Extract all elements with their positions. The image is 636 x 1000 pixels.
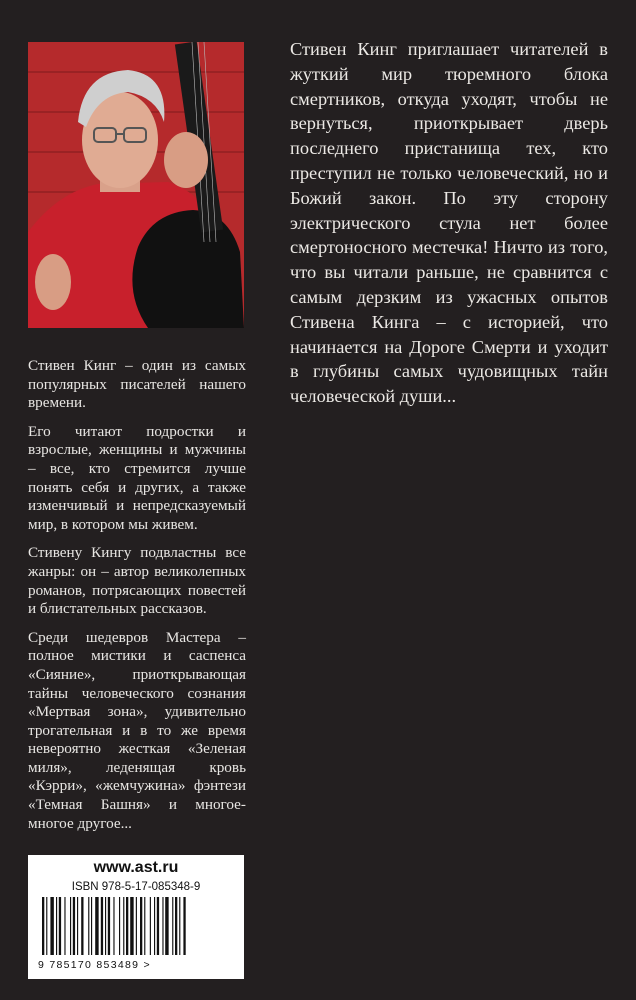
isbn-label: ISBN 978-5-17-085348-9: [71, 881, 201, 893]
barcode-bar: [162, 897, 163, 955]
barcode-bar: [59, 897, 61, 955]
barcode-bar: [91, 897, 92, 955]
barcode-bar: [73, 897, 75, 955]
barcode-bar: [183, 897, 185, 955]
author-bio: [28, 357, 246, 843]
barcode-bar: [77, 897, 78, 955]
barcode-bar: [175, 897, 177, 955]
bio-paragraph: Стивен Кинг – один из самых популярных писателей нашего времени.: [28, 357, 246, 412]
barcode-bar: [154, 897, 155, 955]
barcode-bar: [46, 897, 47, 955]
book-description: [290, 37, 608, 409]
barcode-bar: [144, 897, 145, 955]
bio-paragraph: Его читают подростки и взрослые, женщины и мужчины – все, кто стремится лучше понять себя и других, а также изменчивый и непредсказуемый мир, в котором мы живем.: [28, 422, 246, 533]
barcode-bars: [42, 897, 232, 957]
barcode-bar: [119, 897, 120, 955]
barcode-bar: [105, 897, 106, 955]
author-photo: [28, 42, 244, 328]
barcode-bar: [64, 897, 65, 955]
barcode-bar: [95, 897, 98, 955]
barcode-bar: [113, 897, 114, 955]
barcode-bar: [172, 897, 173, 955]
bio-paragraph: Стивену Кингу подвластны все жанры: он – автор великолепных романов, потрясающих повестей и блистательных рассказов.: [28, 544, 246, 618]
barcode-bar: [108, 897, 110, 955]
barcode-bar: [101, 897, 103, 955]
barcode-bar: [42, 897, 44, 955]
barcode-bar: [81, 897, 83, 955]
barcode-bar: [88, 897, 89, 955]
barcode-panel: [28, 855, 244, 979]
publisher-url[interactable]: www.ast.ru: [93, 859, 179, 876]
barcode-bar: [126, 897, 128, 955]
barcode-bar: [70, 897, 71, 955]
barcode-bar: [157, 897, 159, 955]
barcode-bar: [150, 897, 151, 955]
bio-paragraph: Среди шедевров Мастера – полное мистики и саспенса «Сияние», приоткрывающая тайны человеческого сознания «Мертвая зона», удивительно трогательная и в то же время невероятно жесткая «Зеленая миля», леденящая кровь «Кэрри», «жемчужина» фэнтези «Темная Башня» и многое-многое другое...: [28, 628, 246, 832]
barcode-bar: [140, 897, 142, 955]
barcode-bar: [179, 897, 180, 955]
barcode-bar: [56, 897, 57, 955]
barcode-bar: [50, 897, 53, 955]
barcode-bar: [165, 897, 168, 955]
barcode-digits: 9 785170 853489 >: [38, 959, 151, 971]
description-text: Стивен Кинг приглашает читателей в жуткий мир тюремного блока смертников, откуда уходят, чтобы не вернуться, приоткрывает дверь последнего пристанища тех, кто преступил не только человеческий, но и Божий закон. По эту сторону электрического стула нет более смертоносного местечка! Ничто из того, что вы читали раньше, не сравнится с самым дерзким из ужасных опытов Стивена Кинга – с историей, что начинается на Дороге Смерти и уходит в глубины самых чудовищных тайн человеческой души...: [290, 39, 608, 407]
barcode-bar: [123, 897, 124, 955]
barcode-bar: [130, 897, 133, 955]
barcode-bar: [136, 897, 137, 955]
